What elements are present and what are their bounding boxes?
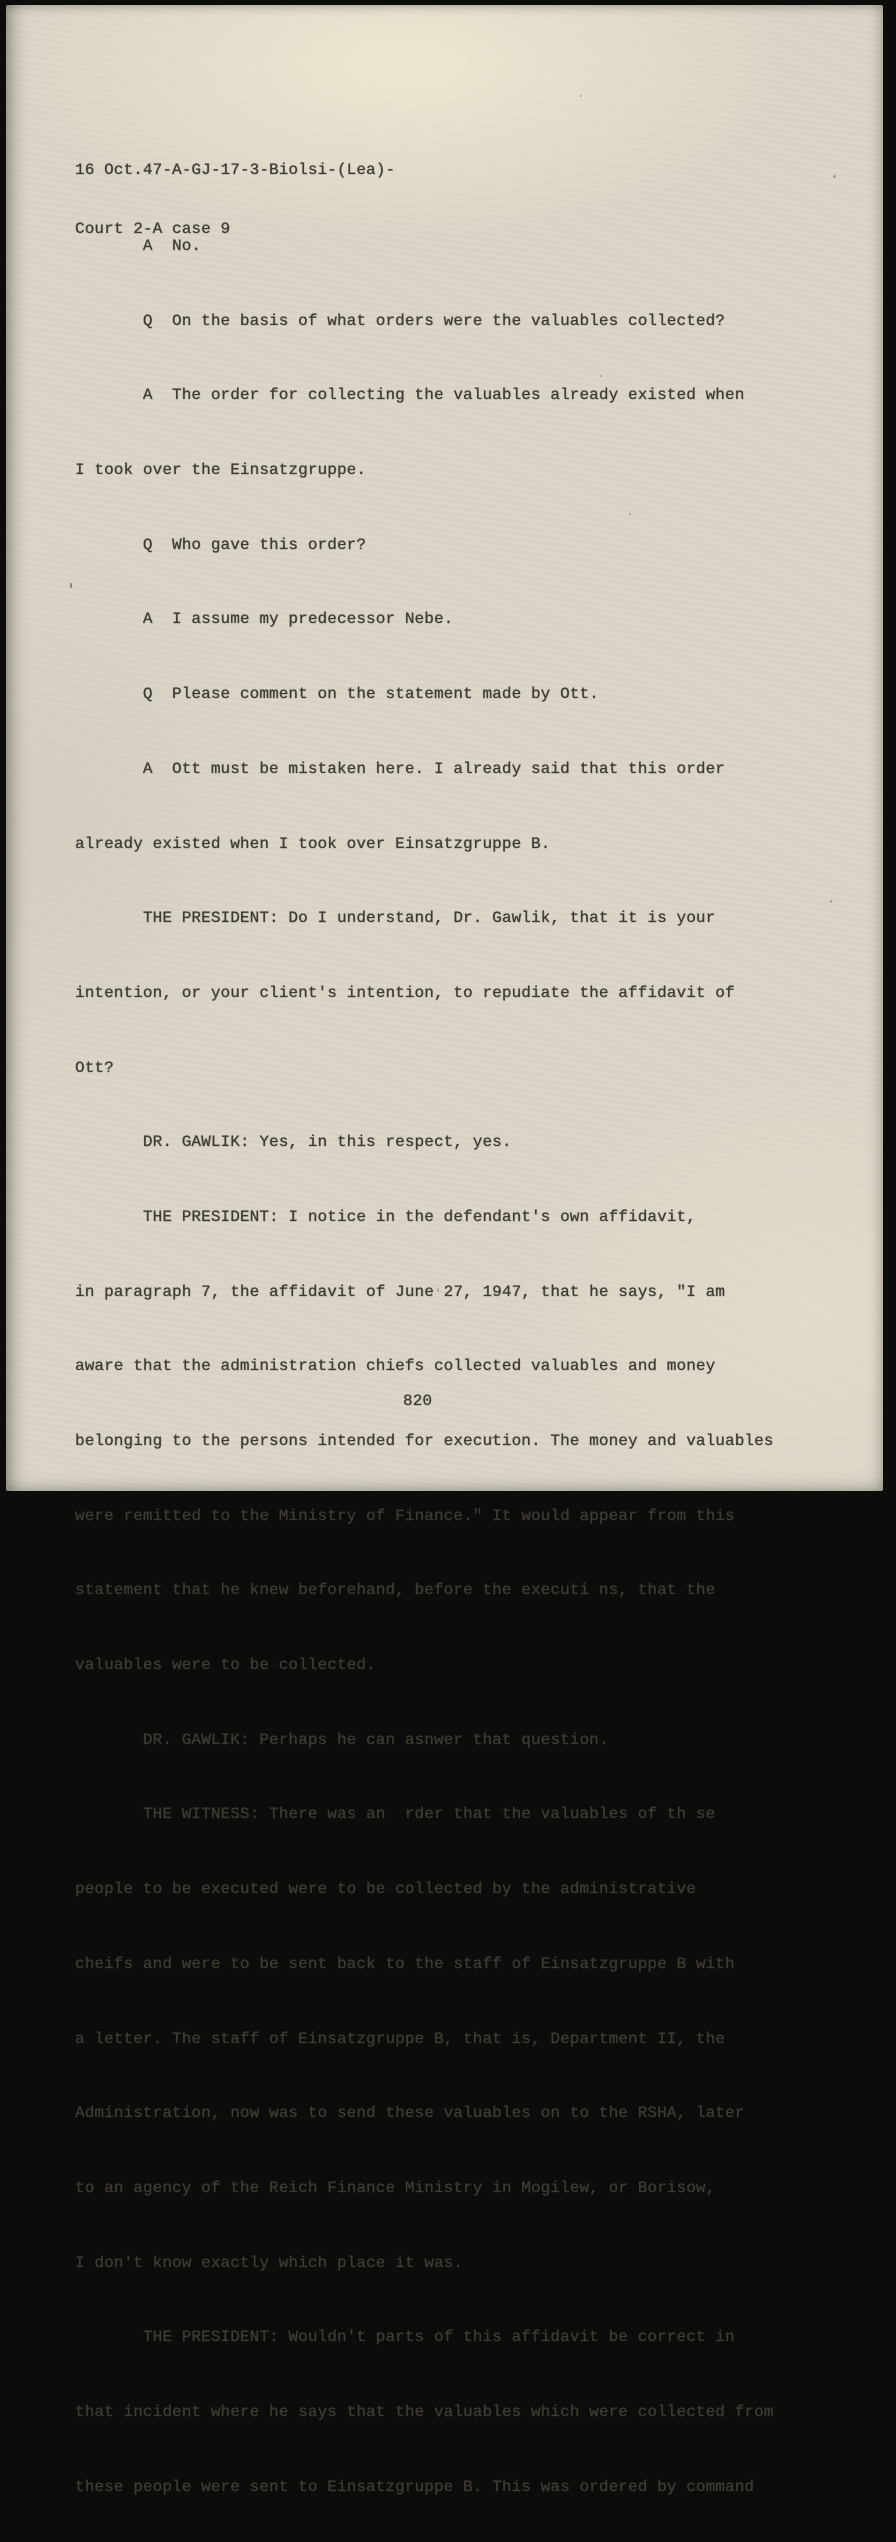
transcript-line: THE WITNESS: There was an rder that the valuables of th se bbox=[75, 1805, 716, 1824]
transcript-line: A Ott must be mistaken here. I already said that this order bbox=[75, 759, 726, 778]
transcript-line: people to be executed were to be collected by the administrative bbox=[75, 1880, 696, 1899]
transcript-line: Q On the basis of what orders were the valuables collected? bbox=[75, 311, 726, 330]
transcript-line: Administration, now was to send these valuables on to the RSHA, later bbox=[75, 2104, 745, 2123]
transcript-line: I don't know exactly which place it was. bbox=[75, 2253, 464, 2272]
transcript-body bbox=[75, 191, 774, 2542]
transcript-line: Ott? bbox=[75, 1058, 114, 1077]
header-line: 16 Oct.47-A-GJ-17-3-Biolsi-(Lea)- bbox=[75, 161, 396, 179]
transcript-line: DR. GAWLIK: Yes, in this respect, yes. bbox=[75, 1133, 512, 1152]
transcript-line: A I assume my predecessor Nebe. bbox=[75, 610, 454, 629]
dust-speck bbox=[600, 375, 602, 377]
transcript-line: in paragraph 7, the affidavit of June 27, 1947, that he says, "I am bbox=[75, 1282, 726, 1301]
transcript-line: already existed when I took over Einsatzgruppe B. bbox=[75, 834, 551, 853]
dust-speck bbox=[580, 95, 582, 97]
transcript-line: valuables were to be collected. bbox=[75, 1656, 376, 1675]
transcript-line: DR. GAWLIK: Perhaps he can asnwer that question. bbox=[75, 1730, 609, 1749]
transcript-line: to an agency of the Reich Finance Ministry in Mogilew, or Borisow, bbox=[75, 2178, 716, 2197]
transcript-line: THE PRESIDENT: Do I understand, Dr. Gawlik, that it is your bbox=[75, 909, 716, 928]
transcript-line: A The order for collecting the valuables already existed when bbox=[75, 386, 745, 405]
transcript-line: a letter. The staff of Einsatzgruppe B, that is, Department II, the bbox=[75, 2029, 726, 2048]
transcript-line: I took over the Einsatzgruppe. bbox=[75, 461, 367, 480]
transcript-line: Q Please comment on the statement made by Ott. bbox=[75, 685, 599, 704]
transcript-line: Q Who gave this order? bbox=[75, 535, 367, 554]
transcript-line: belonging to the persons intended for execution. The money and valuables bbox=[75, 1432, 774, 1450]
transcript-line: cheifs and were to be sent back to the staff of Einsatzgruppe B with bbox=[75, 1954, 735, 1973]
page-number: 820 bbox=[403, 1392, 433, 1410]
transcript-line: statement that he knew beforehand, before the executi ns, that the bbox=[75, 1581, 716, 1600]
dust-speck bbox=[829, 900, 832, 904]
dust-speck bbox=[833, 175, 836, 178]
transcript-line: that incident where he says that the valuables which were collected from bbox=[75, 2402, 774, 2421]
dust-speck bbox=[629, 513, 631, 515]
transcript-line: were remitted to the Ministry of Finance." It would appear from this bbox=[75, 1506, 735, 1525]
transcript-line: aware that the administration chiefs collected valuables and money bbox=[75, 1357, 716, 1376]
header-line: Court 2-A case 9 bbox=[75, 220, 231, 238]
document-page bbox=[6, 5, 883, 2496]
dust-speck bbox=[437, 1288, 439, 1292]
transcript-line: THE PRESIDENT: Wouldn't parts of this affidavit be correct in bbox=[75, 2328, 735, 2347]
transcript-line: A No. bbox=[75, 237, 202, 255]
stray-ink-mark bbox=[70, 583, 72, 588]
transcript-line: THE PRESIDENT: I notice in the defendant's own affidavit, bbox=[75, 1207, 696, 1226]
transcript-line: intention, or your client's intention, to repudiate the affidavit of bbox=[75, 983, 735, 1002]
transcript-line: these people were sent to Einsatzgruppe B. This was ordered by command bbox=[75, 2477, 755, 2496]
